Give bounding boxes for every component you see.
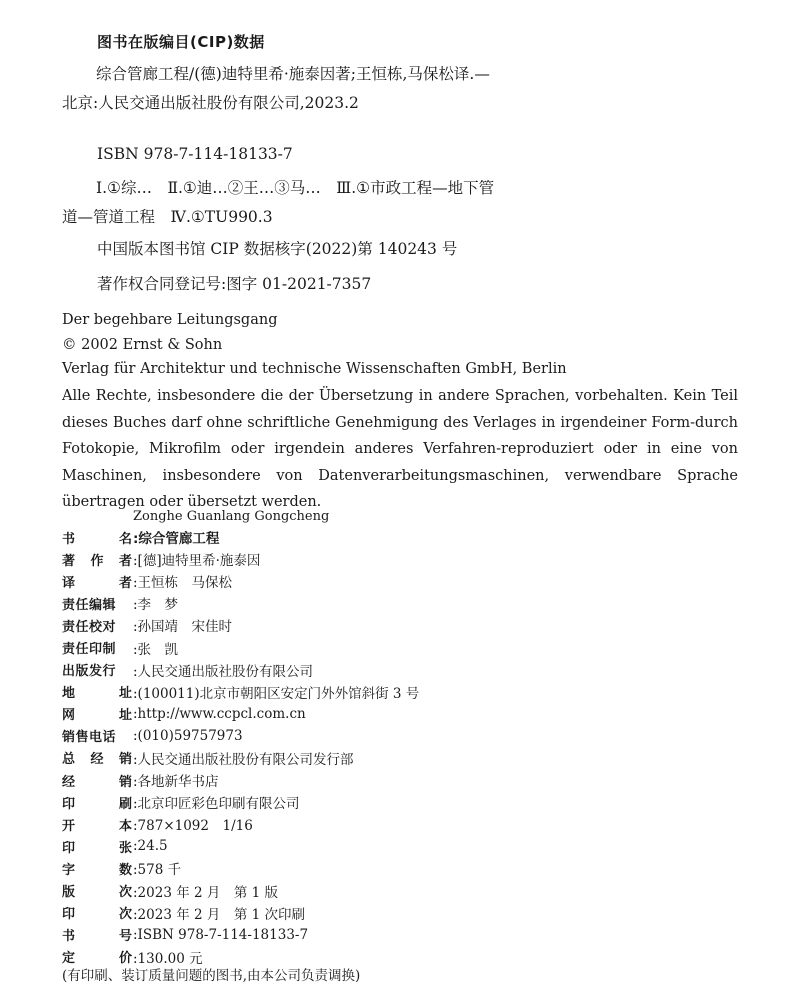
colophon-value: :2023 年 2 月 第 1 版	[133, 884, 279, 901]
colophon-key: 开 本	[62, 818, 132, 834]
colophon-key: 地 址	[62, 686, 132, 702]
original-title: Der begehbare Leitungsgang	[62, 312, 278, 328]
colophon-key: 出版发行	[62, 664, 117, 680]
colophon-key: 责任印制	[62, 642, 117, 658]
colophon-value: :张 凯	[133, 641, 179, 658]
colophon-value: :http://www.ccpcl.com.cn	[133, 705, 306, 722]
quality-note: (有印刷、装订质量问题的图书,由本公司负责调换)	[62, 968, 361, 984]
colophon-row	[62, 857, 662, 879]
colophon-value: :24.5	[133, 838, 168, 855]
copyright-registration: 著作权合同登记号:图字 01-2021-7357	[97, 275, 372, 293]
colophon-row	[62, 791, 662, 813]
colophon-value: :578 千	[133, 862, 182, 879]
colophon-key: 印 刷	[62, 796, 132, 812]
colophon-value: :[德]迪特里希·施泰因	[133, 553, 261, 570]
colophon-value: :北京印匠彩色印刷有限公司	[133, 796, 300, 813]
colophon-value: :(010)59757973	[133, 727, 243, 744]
colophon-key: 译 者	[62, 575, 132, 591]
colophon-key: 字 数	[62, 862, 132, 878]
colophon-value: :人民交通出版社股份有限公司发行部	[133, 751, 354, 768]
cip-number: 中国版本图书馆 CIP 数据核字(2022)第 140243 号	[97, 240, 458, 258]
original-copyright: © 2002 Ernst & Sohn	[62, 337, 223, 353]
colophon-row	[62, 681, 662, 703]
colophon-key: 责任编辑	[62, 597, 117, 613]
cip-entry: 综合管廊工程/(德)迪特里希·施泰因著;王恒栋,马保松译.—北京:人民交通出版社股份有限公司,2023.2	[62, 65, 490, 112]
cip-classification: Ⅰ.①综… Ⅱ.①迪…②王…③马… Ⅲ.①市政工程—地下管道—管道工程 Ⅳ.①TU990.3	[62, 179, 495, 226]
colophon-table	[62, 526, 662, 968]
colophon-row	[62, 902, 662, 924]
colophon-key: 总 经 销	[62, 752, 132, 768]
colophon-value: :各地新华书店	[133, 774, 219, 791]
colophon-value: :ISBN 978-7-114-18133-7	[133, 926, 309, 943]
colophon-key: 著 作 者	[62, 553, 132, 569]
colophon-row	[62, 924, 662, 946]
colophon-key: 经 销	[62, 774, 132, 790]
colophon-row	[62, 659, 662, 681]
colophon-key: 书 名	[62, 531, 132, 547]
colophon-key: 定 价	[62, 951, 132, 967]
colophon-row	[62, 614, 662, 636]
colophon-value: :综合管廊工程	[133, 531, 220, 548]
colophon-row	[62, 725, 662, 747]
colophon-row	[62, 703, 662, 725]
colophon-row	[62, 747, 662, 769]
colophon-key: 网 址	[62, 708, 132, 724]
colophon-key: 印 次	[62, 907, 132, 923]
colophon-row	[62, 548, 662, 570]
colophon-row	[62, 526, 662, 548]
colophon-value: :(100011)北京市朝阳区安定门外外馆斜街 3 号	[133, 685, 420, 702]
colophon-value: :人民交通出版社股份有限公司	[133, 663, 314, 680]
colophon-row	[62, 813, 662, 835]
original-publisher: Verlag für Architektur und technische Wissenschaften GmbH, Berlin	[62, 361, 567, 377]
cip-isbn: ISBN 978-7-114-18133-7	[97, 145, 293, 163]
colophon-row	[62, 769, 662, 791]
colophon-key: 版 次	[62, 885, 132, 901]
colophon-row	[62, 636, 662, 658]
colophon-key: 责任校对	[62, 619, 117, 635]
rights-statement: Alle Rechte, insbesondere die der Übersetzung in andere Sprachen, vorbehalten. Kein Teil dieses Buches darf ohne schriftliche Genehmigung des Verlages in irgendeiner Form-durch Fotokopie, Mikrofilm oder irgendein anderes Verfahren-reproduziert oder in eine von Maschinen, insbesondere von Datenverarbeitungsmaschinen, verwendbare Sprache übertragen oder übersetzt werden.	[62, 388, 738, 510]
colophon-value: :787×1092 1/16	[133, 818, 253, 835]
colophon-value: :130.00 元	[133, 950, 203, 967]
colophon-key: 销售电话	[62, 730, 117, 746]
colophon-row	[62, 835, 662, 857]
colophon-value: :李 梦	[133, 597, 179, 614]
colophon-value: :孙国靖 宋佳时	[133, 619, 233, 636]
cip-heading: 图书在版编目(CIP)数据	[97, 33, 265, 51]
colophon-key: 书 号	[62, 929, 132, 945]
colophon-row	[62, 570, 662, 592]
colophon-value: :王恒栋 马保松	[133, 575, 233, 592]
colophon-row	[62, 880, 662, 902]
colophon-value: :2023 年 2 月 第 1 次印刷	[133, 906, 306, 923]
colophon-row	[62, 592, 662, 614]
title-pinyin: Zonghe Guanlang Gongcheng	[133, 509, 330, 524]
colophon-key: 印 张	[62, 840, 132, 856]
